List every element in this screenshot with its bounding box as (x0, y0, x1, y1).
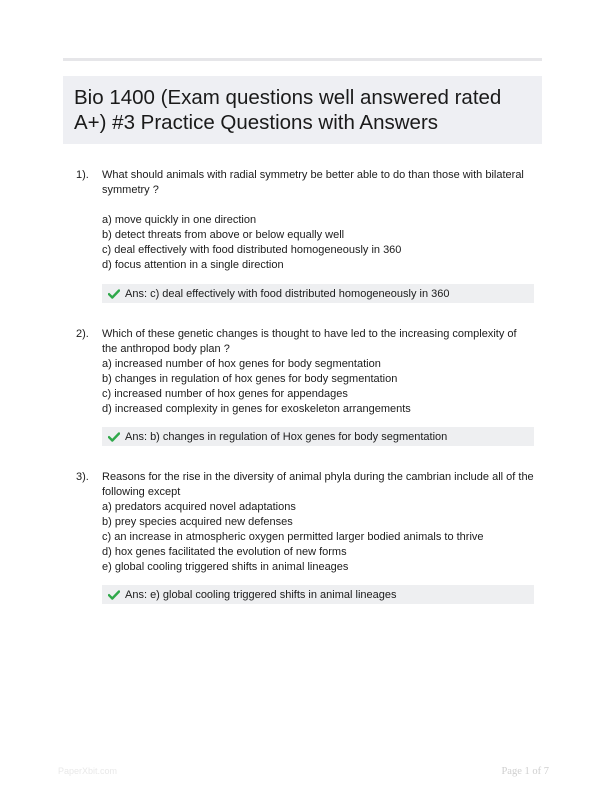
option-c: c) deal effectively with food distributed homogeneously in 360 (102, 244, 402, 256)
question-text: Reasons for the rise in the diversity of animal phyla during the cambrian include all of the following except (102, 471, 534, 498)
question-body (102, 168, 534, 273)
option-list (102, 213, 534, 273)
option-d: d) focus attention in a single direction (102, 259, 284, 271)
answer-box-2 (102, 427, 534, 446)
option-list (102, 500, 534, 575)
page-number: Page 1 of 7 (501, 766, 549, 777)
option-c: c) an increase in atmospheric oxygen permitted larger bodied animals to thrive (102, 531, 484, 543)
option-d: d) increased complexity in genes for exoskeleton arrangements (102, 403, 411, 415)
check-icon (108, 590, 120, 600)
option-a: a) predators acquired novel adaptations (102, 501, 296, 513)
check-icon (108, 432, 120, 442)
answer-text: Ans: e) global cooling triggered shifts in animal lineages (125, 588, 397, 601)
question-number: 2). (76, 328, 89, 340)
footer-watermark: PaperXbit.com (58, 766, 118, 776)
answer-text: Ans: c) deal effectively with food distributed homogeneously in 360 (125, 287, 450, 300)
question-number: 3). (76, 471, 89, 483)
option-a: a) move quickly in one direction (102, 214, 257, 226)
option-b: b) detect threats from above or below equally well (102, 229, 345, 241)
check-icon (108, 289, 120, 299)
question-body (102, 470, 534, 575)
option-c: c) increased number of hox genes for appendages (102, 388, 348, 400)
top-divider (63, 58, 542, 61)
question-text: What should animals with radial symmetry be better able to do than those with bilateral symmetry ? (102, 169, 524, 196)
question-number: 1). (76, 169, 89, 181)
option-b: b) changes in regulation of hox genes for body segmentation (102, 373, 398, 385)
option-e: e) global cooling triggered shifts in animal lineages (102, 561, 349, 573)
option-a: a) increased number of hox genes for body segmentation (102, 358, 381, 370)
question-body (102, 327, 534, 417)
title-banner (63, 76, 542, 144)
option-d: d) hox genes facilitated the evolution of new forms (102, 546, 347, 558)
answer-box-3 (102, 585, 534, 604)
option-list (102, 357, 534, 417)
answer-box-1 (102, 284, 534, 303)
question-text: Which of these genetic changes is thought to have led to the increasing complexity of the anthropod body plan ? (102, 328, 517, 355)
page-title: Bio 1400 (Exam questions well answered rated A+) #3 Practice Questions with Answers (74, 86, 502, 134)
answer-text: Ans: b) changes in regulation of Hox genes for body segmentation (125, 430, 448, 443)
option-b: b) prey species acquired new defenses (102, 516, 293, 528)
